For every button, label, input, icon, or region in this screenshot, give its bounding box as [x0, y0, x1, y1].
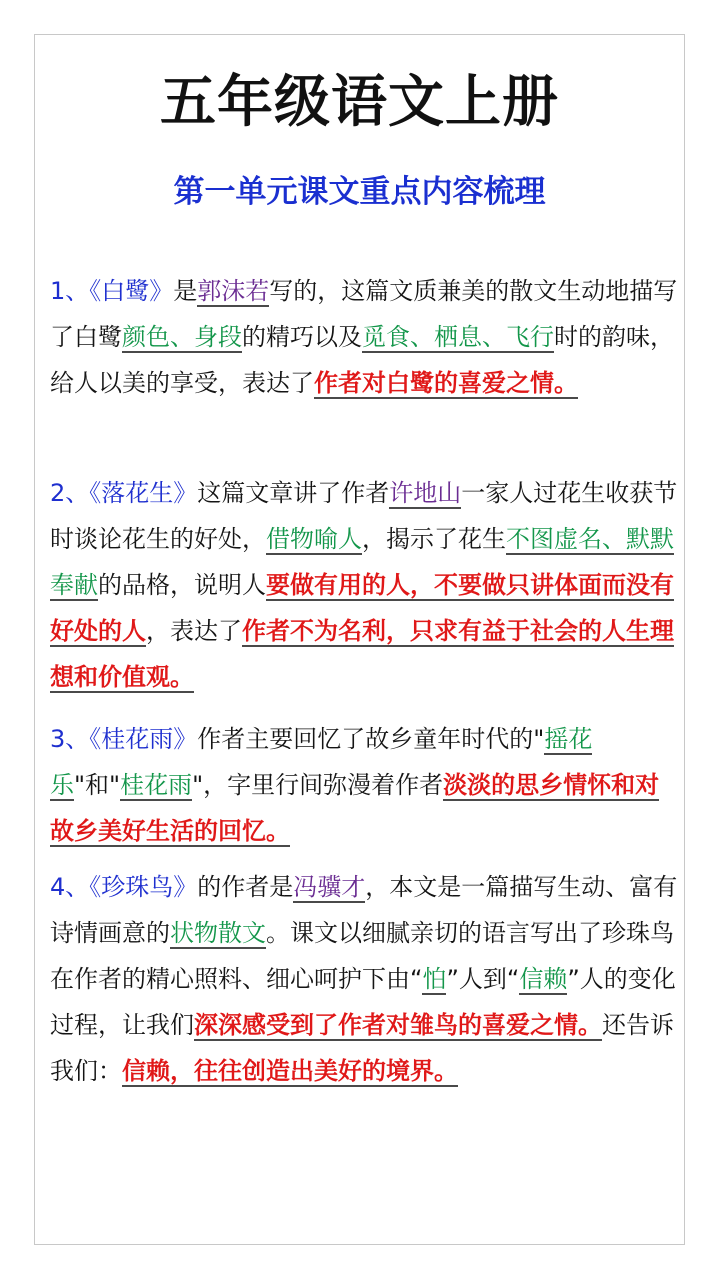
keyword-highlight: 状物散文	[170, 919, 266, 947]
keyword-highlight: 怕	[422, 965, 447, 993]
book-title: 《桂花雨》	[89, 725, 198, 753]
body-text: ，表达了	[146, 617, 242, 645]
body-text: 这篇文章讲了作者	[197, 479, 390, 507]
item-number: 4、	[50, 873, 90, 901]
section-4	[50, 864, 678, 1094]
body-text: "和"	[74, 771, 121, 799]
author-name: 冯骥才	[293, 873, 366, 901]
key-point-highlight: 要做有用的人，不要做只讲体面而没有好处的人	[50, 571, 674, 645]
body-text: 还告诉我们：	[50, 1011, 674, 1085]
section-2	[50, 470, 678, 700]
keyword-highlight: 觅食、栖息、飞行	[362, 323, 554, 351]
keyword-highlight: 不图虚名、默默奉献	[50, 525, 674, 599]
page-subtitle: 第一单元课文重点内容梳理	[173, 174, 546, 210]
key-point-highlight: 淡淡的思乡情怀和对故乡美好生活的回忆。	[50, 771, 660, 845]
key-point-highlight: 作者不为名利，只求有益于社会的人生理想和价值观。	[50, 617, 674, 691]
section-3	[50, 716, 678, 854]
book-title: 《落花生》	[89, 479, 198, 507]
body-text: 。课文以细腻亲切的语言写出了珍珠鸟在作者的精心照料、细心呵护下由“	[50, 919, 674, 993]
body-text: 时的韵味，给人以美的享受，表达了	[50, 323, 674, 397]
keyword-highlight: 摇花乐	[50, 725, 593, 799]
keyword-highlight: 桂花雨	[120, 771, 193, 799]
body-text: 一家人过花生收获节时谈论花生的好处，	[50, 479, 678, 553]
keyword-highlight: 信赖	[519, 965, 568, 993]
keyword-highlight: 颜色、身段	[122, 323, 242, 351]
body-text: ，揭示了花生	[362, 525, 506, 553]
book-title: 《白鹭》	[89, 277, 174, 305]
key-point-highlight: 深深感受到了作者对雏鸟的喜爱之情。	[194, 1011, 602, 1039]
book-title: 《珍珠鸟》	[89, 873, 198, 901]
keyword-highlight: 借物喻人	[266, 525, 362, 553]
body-text: 作者主要回忆了故乡童年时代的"	[197, 725, 545, 753]
body-text: 写的，这篇文质兼美的散文生动地描写了白鹭	[50, 277, 678, 351]
body-text: 的精巧以及	[242, 323, 362, 351]
page-title: 五年级语文上册	[160, 69, 559, 135]
item-number: 2、	[50, 479, 90, 507]
body-text: ，本文是一篇描写生动、富有诗情画意的	[50, 873, 678, 947]
body-text: 的品格，说明人	[98, 571, 266, 599]
author-name: 许地山	[389, 479, 462, 507]
body-text: "，字里行间弥漫着作者	[192, 771, 444, 799]
body-text: 的作者是	[197, 873, 294, 901]
key-point-highlight: 作者对白鹭的喜爱之情。	[314, 369, 578, 397]
body-text: ”人到“	[446, 965, 520, 993]
body-text: 是	[173, 277, 198, 305]
item-number: 3、	[50, 725, 90, 753]
key-point-highlight: 信赖，往往创造出美好的境界。	[122, 1057, 458, 1085]
author-name: 郭沫若	[197, 277, 270, 305]
body-text: ”人的变化过程，让我们	[50, 965, 676, 1039]
item-number: 1、	[50, 277, 90, 305]
section-1	[50, 268, 678, 406]
